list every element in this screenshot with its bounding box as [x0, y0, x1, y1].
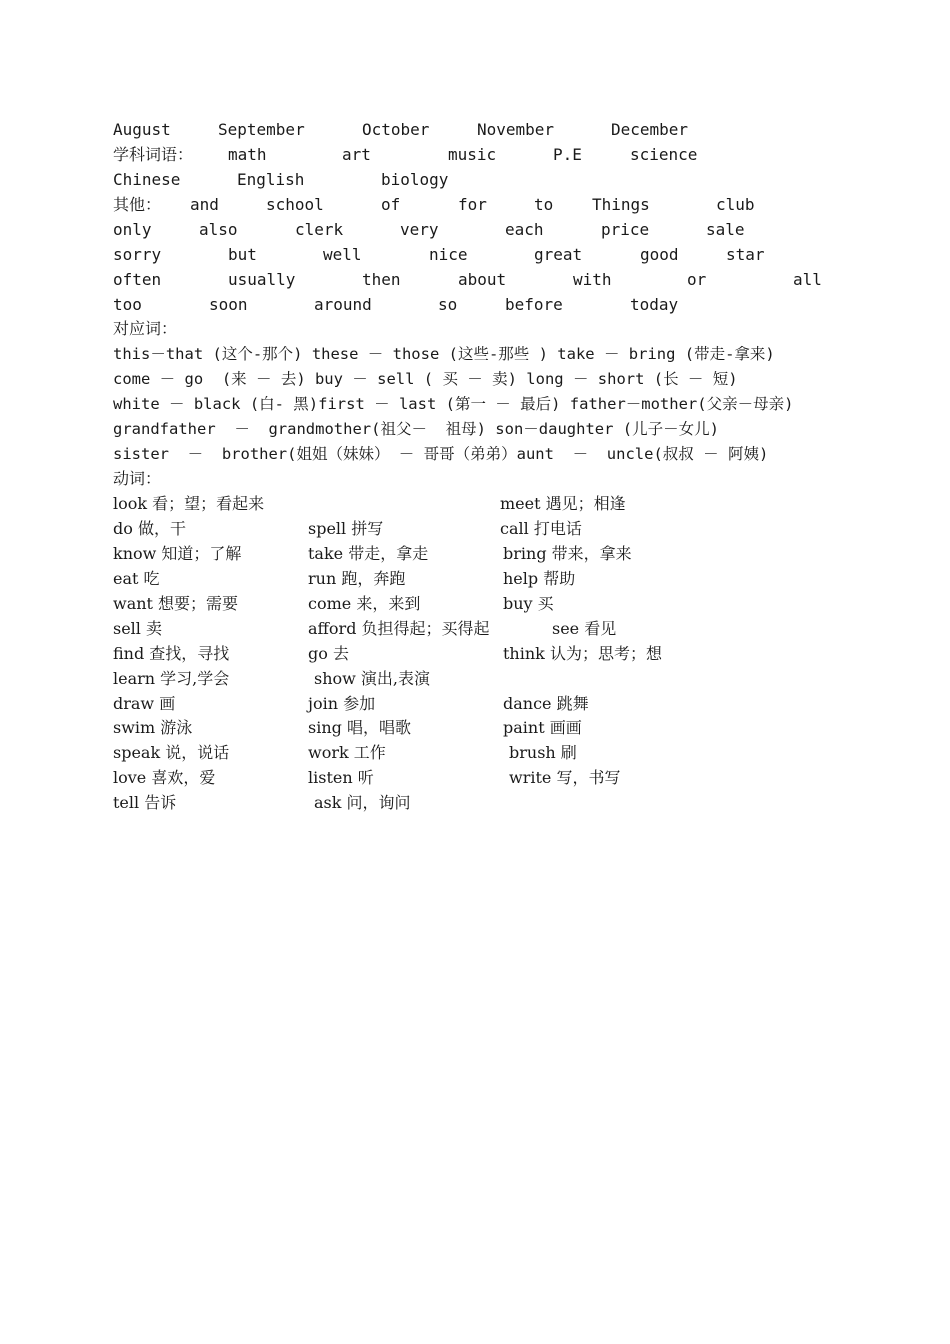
verb-entry: draw 画 [113, 694, 176, 713]
verb-entry: come 来，来到 [308, 594, 421, 613]
verb-entry: call 打电话 [500, 519, 582, 538]
verb-entry: run 跑，奔跑 [308, 569, 406, 588]
verb-entry: look 看；望；看起来 [113, 494, 265, 513]
verb-entry: sell 卖 [113, 619, 163, 638]
verb-row [0, 716, 950, 740]
other-word: for [458, 195, 487, 214]
verb-row [0, 667, 950, 691]
other-word: about [458, 270, 507, 289]
other-word: so [438, 295, 458, 314]
verb-entry: work 工作 [308, 743, 386, 762]
verb-entry: love 喜欢，爱 [113, 768, 216, 787]
months-row [0, 118, 950, 142]
other-word: clerk [295, 220, 344, 239]
subject-word: music [448, 145, 497, 164]
verb-row [0, 517, 950, 541]
other-word: or [687, 270, 707, 289]
subject-word: biology [381, 170, 449, 189]
verb-row [0, 791, 950, 815]
verb-entry: do 做，干 [113, 519, 186, 538]
other-word: with [573, 270, 612, 289]
verb-entry: bring 带来，拿来 [503, 544, 632, 563]
verb-entry: spell 拼写 [308, 519, 384, 538]
subject-word: science [630, 145, 698, 164]
verb-entry: sing 唱，唱歌 [308, 718, 411, 737]
verb-entry: write 写，书写 [509, 768, 621, 787]
other-word: to [534, 195, 554, 214]
verb-entry: buy 买 [503, 594, 554, 613]
verb-entry: go 去 [308, 644, 349, 663]
other-word: sale [706, 220, 745, 239]
opposites-text: white － black (白- 黑)first － last (第一 － 最后) father－mother(父亲－母亲) [113, 395, 794, 413]
other-word: all [793, 270, 822, 289]
others-row-2 [0, 218, 950, 242]
verb-entry: dance 跳舞 [503, 694, 589, 713]
verb-row [0, 542, 950, 566]
verb-entry: find 查找，寻找 [113, 644, 230, 663]
verb-entry: join 参加 [308, 694, 376, 713]
verb-entry: speak 说，说话 [113, 743, 230, 762]
other-word: today [630, 295, 679, 314]
verb-row [0, 567, 950, 591]
subject-word: P.E [553, 145, 582, 164]
verbs-heading-row [0, 467, 950, 491]
subject-word: art [342, 145, 371, 164]
verb-entry: want 想要；需要 [113, 594, 239, 613]
verb-entry: brush 刷 [509, 743, 577, 762]
subjects-row-2 [0, 168, 950, 192]
others-label: 其他： [113, 195, 162, 214]
verb-row [0, 617, 950, 641]
other-word: soon [209, 295, 248, 314]
other-word: price [601, 220, 650, 239]
other-word: often [113, 270, 162, 289]
opposites-text: this－that (这个-那个) these － those (这些-那些 ) take － bring (带走-拿来) [113, 345, 775, 363]
opposites-line [0, 417, 950, 441]
other-word: around [314, 295, 372, 314]
verb-entry: show 演出,表演 [314, 669, 431, 688]
subjects-label: 学科词语： [113, 145, 194, 164]
other-word: star [726, 245, 765, 264]
month-word: October [362, 120, 430, 139]
verb-entry: ask 问，询问 [314, 793, 411, 812]
verb-entry: think 认为；思考；想 [503, 644, 662, 663]
verb-entry: learn 学习,学会 [113, 669, 230, 688]
opposites-line [0, 367, 950, 391]
other-word: usually [228, 270, 296, 289]
verb-entry: afford 负担得起；买得起 [308, 619, 490, 638]
verb-entry: listen 听 [308, 768, 374, 787]
other-word: also [199, 220, 238, 239]
other-word: of [381, 195, 401, 214]
other-word: and [190, 195, 219, 214]
opposites-heading-row [0, 317, 950, 341]
opposites-line [0, 442, 950, 466]
other-word: too [113, 295, 142, 314]
verb-row [0, 592, 950, 616]
other-word: club [716, 195, 755, 214]
other-word: well [323, 245, 362, 264]
opposites-line [0, 342, 950, 366]
verb-row [0, 741, 950, 765]
verb-row [0, 766, 950, 790]
other-word: school [266, 195, 324, 214]
others-row-4 [0, 268, 950, 292]
month-word: December [611, 120, 689, 139]
subject-word: math [228, 145, 267, 164]
other-word: but [228, 245, 257, 264]
subject-word: Chinese [113, 170, 181, 189]
others-row-3 [0, 243, 950, 267]
month-word: September [218, 120, 305, 139]
verb-entry: know 知道；了解 [113, 544, 242, 563]
verb-row [0, 492, 950, 516]
other-word: each [505, 220, 544, 239]
other-word: then [362, 270, 401, 289]
subject-word: English [237, 170, 305, 189]
others-row-1 [0, 193, 950, 217]
opposites-text: grandfather － grandmother(祖父－ 祖母) son－daughter (儿子－女儿) [113, 420, 719, 438]
opposites-label: 对应词： [113, 319, 178, 338]
other-word: before [505, 295, 563, 314]
other-word: only [113, 220, 152, 239]
other-word: sorry [113, 245, 162, 264]
subjects-row-1 [0, 143, 950, 167]
verb-entry: eat 吃 [113, 569, 160, 588]
verbs-label: 动词： [113, 469, 162, 488]
verb-entry: paint 画画 [503, 718, 582, 737]
other-word: Things [592, 195, 650, 214]
verb-entry: see 看见 [552, 619, 617, 638]
verb-row [0, 642, 950, 666]
verb-entry: take 带走，拿走 [308, 544, 429, 563]
other-word: great [534, 245, 583, 264]
opposites-text: sister － brother(姐姐（妹妹） － 哥哥（弟弟）aunt － uncle(叔叔 － 阿姨) [113, 445, 769, 463]
verb-entry: help 帮助 [503, 569, 576, 588]
opposites-line [0, 392, 950, 416]
other-word: nice [429, 245, 468, 264]
verb-entry: tell 告诉 [113, 793, 177, 812]
month-word: August [113, 120, 171, 139]
other-word: good [640, 245, 679, 264]
others-row-5 [0, 293, 950, 317]
verb-row [0, 692, 950, 716]
other-word: very [400, 220, 439, 239]
month-word: November [477, 120, 555, 139]
verb-entry: meet 遇见；相逢 [500, 494, 626, 513]
verb-entry: swim 游泳 [113, 718, 193, 737]
opposites-text: come － go (来 － 去) buy － sell ( 买 － 卖) long － short (长 － 短) [113, 370, 738, 388]
